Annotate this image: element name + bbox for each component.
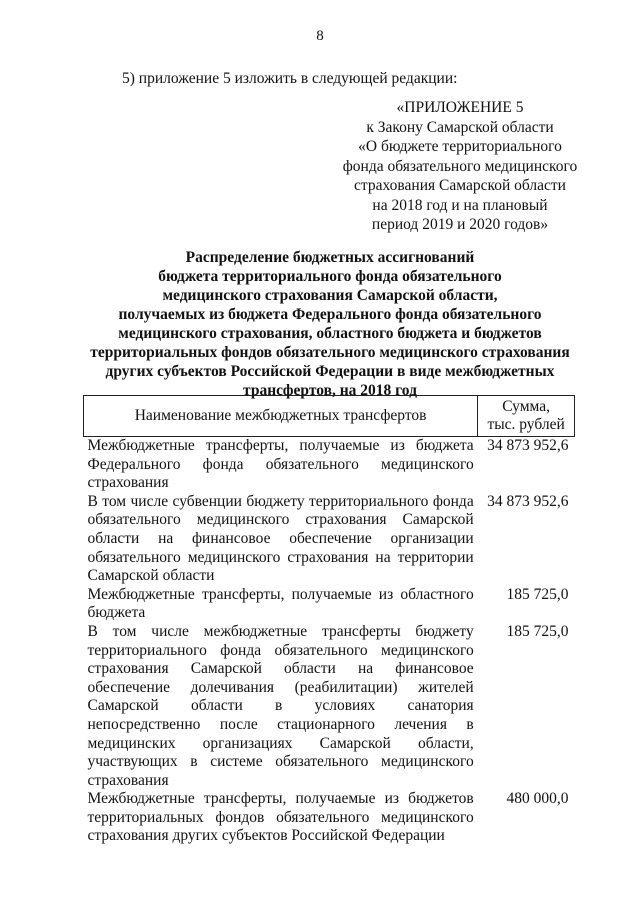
table-row xyxy=(84,623,575,790)
appendix-line: «О бюджете территориального xyxy=(358,138,562,155)
title-line: медицинского страхования Самарской области, xyxy=(162,287,498,304)
row-name: В том числе субвенции бюджету территориального фонда обязательного медицинского страхования Самарской области на финансовое обеспечение организации обязательного медицинского страхования на территории Самарской области xyxy=(87,492,474,585)
row-name: В том числе межбюджетные трансферты бюджету территориального фонда обязательного медицинского страхования Самарской области на финансовое обеспечение долечивания (реабилитации) жителей Самарской области в условиях санатория непосредственно после стационарного лечения в медицинских организациях Самарской области, участвующих в системе обязательного медицинского страхования xyxy=(87,622,474,789)
title-line: трансфертов, на 2018 год xyxy=(243,382,417,399)
appendix-line: на 2018 год и на плановый xyxy=(372,196,548,214)
row-sum: 34 873 952,6 xyxy=(487,492,569,510)
intro-text: 5) приложение 5 изложить в следующей редакции: xyxy=(122,70,458,87)
table-row xyxy=(84,790,575,846)
title-line: Распределение бюджетных ассигнований xyxy=(185,249,475,266)
title-line: других субъектов Российской Федерации в виде межбюджетных xyxy=(105,363,555,380)
appendix-line: период 2019 и 2020 годов» xyxy=(371,216,549,233)
appendix-header xyxy=(330,98,590,235)
header-sum-line: тыс. рублей xyxy=(487,416,565,433)
title-line: территориальных фондов обязательного медицинского страхования xyxy=(90,344,570,361)
row-name: Межбюджетные трансферты, получаемые из бюджета Федерального фонда обязательного медицинского страхования xyxy=(87,437,474,492)
title-line: получаемых из бюджета Федерального фонда обязательного xyxy=(118,306,542,323)
document-title xyxy=(80,248,580,400)
table-row xyxy=(84,493,575,586)
appendix-line: страхования Самарской области xyxy=(354,177,566,194)
transfers-table xyxy=(83,395,575,846)
row-name: Межбюджетные трансферты, получаемые из областного бюджета xyxy=(87,585,474,622)
row-sum: 185 725,0 xyxy=(506,622,569,640)
table-row xyxy=(84,437,575,493)
header-sum-line: Сумма, xyxy=(502,398,550,415)
appendix-line: к Закону Самарской области xyxy=(366,118,554,136)
row-sum: 185 725,0 xyxy=(506,585,569,603)
table-row xyxy=(84,586,575,623)
appendix-line: «ПРИЛОЖЕНИЕ 5 xyxy=(396,99,524,116)
row-name: Межбюджетные трансферты, получаемые из бюджетов территориальных фондов обязательного медицинского страхования других субъектов Российской Федерации xyxy=(87,790,474,845)
appendix-line: фонда обязательного медицинского xyxy=(342,157,578,175)
title-line: медицинского страхования, областного бюджета и бюджетов xyxy=(118,325,542,342)
table-header-row xyxy=(84,396,575,437)
row-sum: 480 000,0 xyxy=(506,790,569,808)
page-number: 8 xyxy=(316,28,324,44)
header-name: Наименование межбюджетных трансфертов xyxy=(84,396,478,437)
row-sum: 34 873 952,6 xyxy=(487,437,569,454)
title-line: бюджета территориального фонда обязательного xyxy=(158,268,502,285)
header-sum xyxy=(478,396,575,437)
